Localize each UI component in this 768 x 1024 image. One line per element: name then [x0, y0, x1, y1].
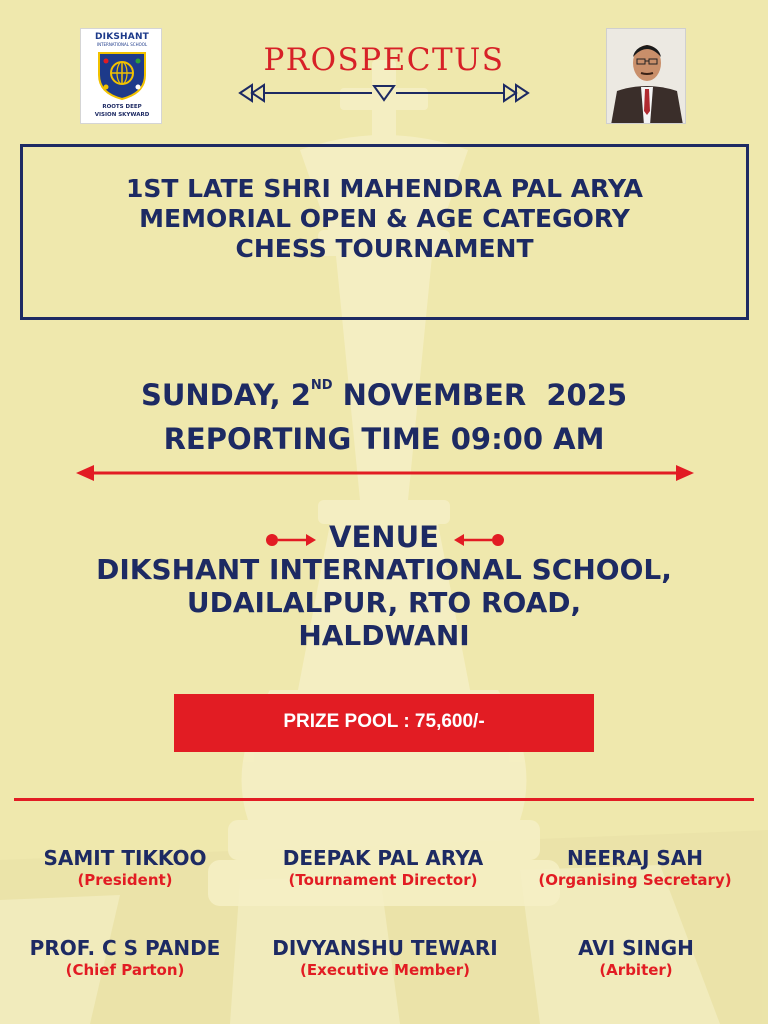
date-prefix: SUNDAY, 2 — [140, 378, 311, 412]
ornament-divider-icon — [238, 80, 530, 106]
tournament-title-line-3: CHESS TOURNAMENT — [235, 234, 534, 263]
date-month-year: NOVEMBER 2025 — [332, 378, 628, 412]
member-name: DEEPAK PAL ARYA — [282, 846, 484, 870]
member-role: (Executive Member) — [300, 961, 470, 979]
logo-tagline-1: ROOTS DEEP — [102, 104, 142, 110]
committee-member — [12, 936, 238, 979]
tournament-title-line-1: 1ST LATE SHRI MAHENDRA PAL ARYA — [125, 174, 644, 203]
venue-line-3: HALDWANI — [298, 619, 470, 652]
member-name: DIVYANSHU TEWARI — [272, 936, 498, 960]
member-role: (Chief Parton) — [65, 961, 185, 979]
committee-separator — [14, 798, 754, 801]
prize-pool-label: PRIZE POOL : 75,600/- — [283, 711, 485, 732]
member-name: PROF. C S PANDE — [29, 936, 221, 960]
member-name: NEERAJ SAH — [567, 846, 703, 870]
member-role: (President) — [77, 871, 173, 889]
venue-heading: VENUE — [329, 520, 439, 554]
venue-line-2: UDAILALPUR, RTO ROAD, — [186, 586, 582, 619]
member-role: (Arbiter) — [599, 961, 673, 979]
logo-name: DIKSHANT — [94, 32, 150, 42]
logo-tagline-2: VISION SKYWARD — [94, 112, 150, 118]
tournament-title-line-2: MEMORIAL OPEN & AGE CATEGORY — [139, 204, 630, 233]
committee-member — [250, 846, 516, 889]
committee-member — [526, 936, 746, 979]
logo-subtitle: INTERNATIONAL SCHOOL — [96, 42, 148, 47]
double-arrow-divider-icon — [76, 462, 694, 484]
date-suffix: ND — [310, 378, 333, 393]
member-name: AVI SINGH — [578, 936, 694, 960]
reporting-time: REPORTING TIME 09:00 AM — [163, 422, 605, 456]
committee-member — [244, 936, 526, 979]
member-role: (Organising Secretary) — [538, 871, 732, 889]
person-photo-icon — [607, 29, 686, 124]
event-date — [0, 378, 768, 412]
page-title: PROSPECTUS — [263, 42, 505, 78]
member-name: SAMIT TIKKOO — [43, 846, 207, 870]
venue-line-1: DIKSHANT INTERNATIONAL SCHOOL, — [96, 553, 672, 586]
member-role: (Tournament Director) — [288, 871, 478, 889]
prize-pool-banner — [174, 694, 594, 752]
portrait-photo — [606, 28, 686, 124]
venue-right-ornament-icon — [452, 531, 506, 549]
committee-member — [12, 846, 238, 889]
committee-member — [516, 846, 754, 889]
